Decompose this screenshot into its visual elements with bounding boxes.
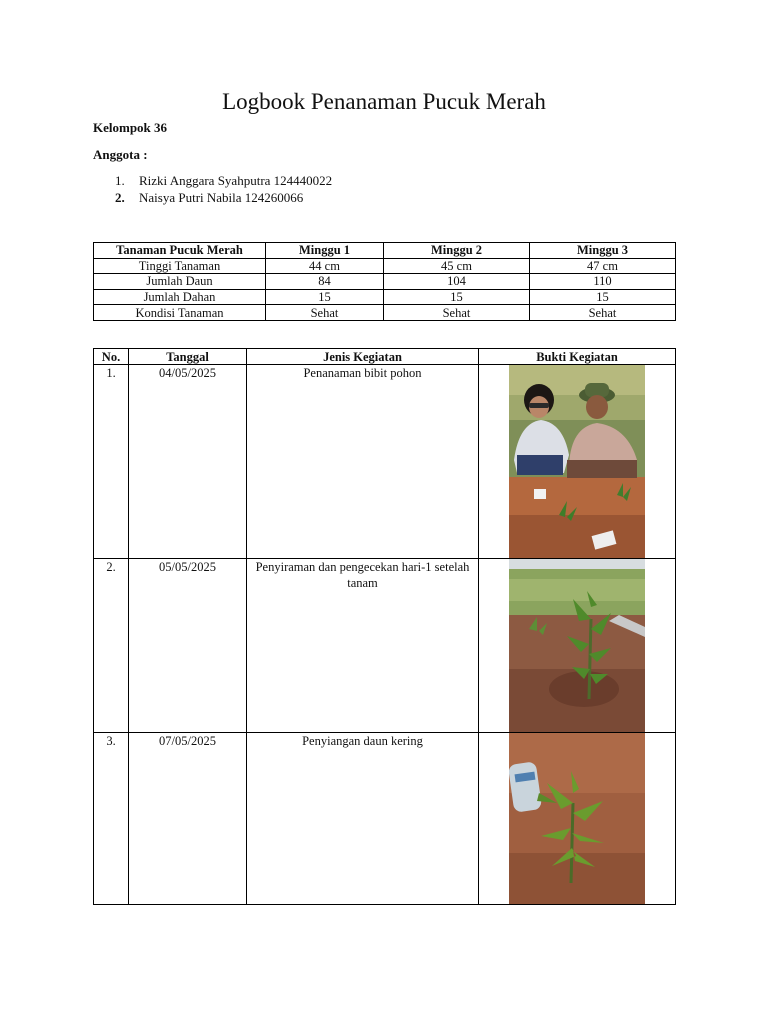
growth-header-cell: Tanaman Pucuk Merah: [94, 243, 266, 259]
growth-cell: 110: [530, 274, 676, 290]
activity-number: 1.: [94, 365, 129, 559]
activity-description: Penyiangan daun kering: [247, 733, 479, 905]
members-label: Anggota :: [93, 147, 148, 162]
growth-cell: 104: [384, 274, 530, 290]
growth-cell: Jumlah Dahan: [94, 289, 266, 305]
activity-description: Penyiraman dan pengecekan hari-1 setelah tanam: [247, 559, 479, 733]
growth-cell: 84: [266, 274, 384, 290]
planting-photo: [509, 365, 645, 558]
growth-row: [94, 274, 676, 290]
activity-header-row: [94, 349, 676, 365]
growth-cell: 44 cm: [266, 258, 384, 274]
activity-date: 04/05/2025: [129, 365, 247, 559]
activity-date: 05/05/2025: [129, 559, 247, 733]
activity-number: 2.: [94, 559, 129, 733]
activity-table: [93, 348, 676, 905]
growth-cell: Tinggi Tanaman: [94, 258, 266, 274]
members-list: [115, 172, 332, 206]
growth-cell: 15: [530, 289, 676, 305]
activity-row: [94, 365, 676, 559]
growth-row: [94, 258, 676, 274]
activity-header-cell: No.: [94, 349, 129, 365]
page-title: Logbook Penanaman Pucuk Merah: [222, 89, 546, 114]
growth-header-row: [94, 243, 676, 259]
member-name: Naisya Putri Nabila 124260066: [139, 190, 304, 205]
member-item: [115, 189, 332, 206]
group-label: Kelompok 36: [93, 120, 168, 135]
growth-cell: 15: [384, 289, 530, 305]
growth-cell: Sehat: [384, 305, 530, 321]
activity-header-cell: Tanggal: [129, 349, 247, 365]
growth-cell: Jumlah Daun: [94, 274, 266, 290]
member-number: 2.: [115, 190, 125, 205]
activity-description: Penanaman bibit pohon: [247, 365, 479, 559]
growth-row: [94, 305, 676, 321]
growth-cell: 45 cm: [384, 258, 530, 274]
growth-table: [93, 242, 676, 321]
activity-row: [94, 559, 676, 733]
growth-header-cell: Minggu 3: [530, 243, 676, 259]
member-item: [115, 172, 332, 189]
member-name: Rizki Anggara Syahputra 124440022: [139, 173, 333, 188]
activity-header-cell: Bukti Kegiatan: [479, 349, 676, 365]
growth-cell: Sehat: [530, 305, 676, 321]
growth-header-cell: Minggu 1: [266, 243, 384, 259]
growth-cell: 15: [266, 289, 384, 305]
growth-header-cell: Minggu 2: [384, 243, 530, 259]
watering-photo: [509, 559, 645, 732]
growth-row: [94, 289, 676, 305]
activity-date: 07/05/2025: [129, 733, 247, 905]
activity-header-cell: Jenis Kegiatan: [247, 349, 479, 365]
member-number: 1.: [115, 173, 125, 188]
growth-cell: Kondisi Tanaman: [94, 305, 266, 321]
growth-cell: 47 cm: [530, 258, 676, 274]
growth-cell: Sehat: [266, 305, 384, 321]
weeding-photo: [509, 733, 645, 904]
activity-number: 3.: [94, 733, 129, 905]
activity-row: [94, 733, 676, 905]
